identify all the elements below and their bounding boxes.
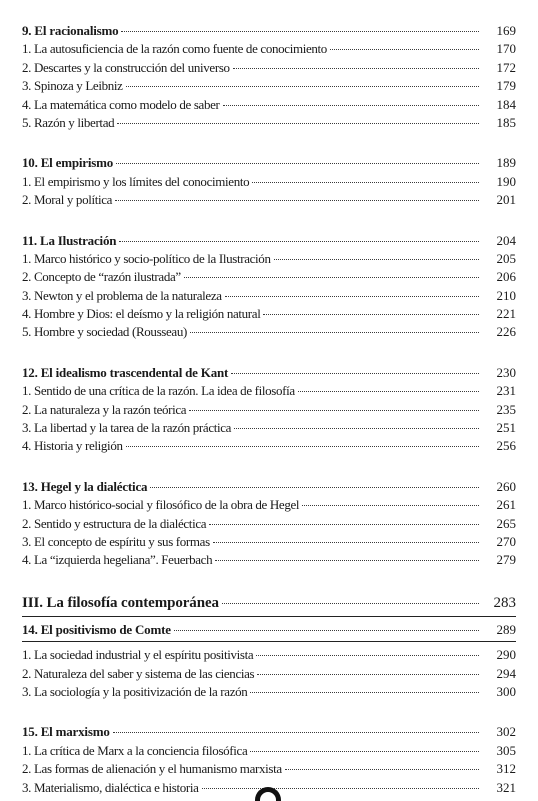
chapter-heading[interactable]	[22, 364, 516, 382]
page-number: 256	[496, 438, 516, 454]
toc-entry[interactable]	[22, 742, 516, 760]
chapter-heading[interactable]	[22, 154, 516, 172]
page-number: 185	[496, 114, 516, 130]
toc-entry[interactable]	[22, 305, 516, 323]
dot-leader	[233, 68, 479, 69]
page-number: 184	[496, 96, 516, 112]
dot-leader	[202, 788, 479, 789]
entry-title: 4. La matemática como modelo de saber	[22, 96, 220, 112]
page-number: 283	[493, 594, 516, 611]
chapter-title: 15. El marxismo	[22, 724, 110, 740]
page-number: 230	[496, 364, 516, 380]
chapter-heading[interactable]	[22, 232, 516, 250]
page-number: 172	[496, 59, 516, 75]
dot-leader	[115, 200, 479, 201]
spacer	[22, 132, 516, 154]
page-number: 201	[496, 192, 516, 208]
dot-leader	[257, 674, 479, 675]
toc-entry[interactable]	[22, 646, 516, 664]
page-number: 169	[496, 23, 516, 38]
toc-entry[interactable]	[22, 59, 516, 77]
page-number: 279	[496, 552, 516, 568]
dot-leader	[119, 241, 479, 242]
dot-leader	[117, 123, 479, 124]
entry-title: 5. Razón y libertad	[22, 114, 115, 130]
dot-leader	[174, 630, 479, 631]
page-number: 205	[496, 250, 516, 266]
toc-entry[interactable]	[22, 173, 516, 191]
toc-entry[interactable]	[22, 496, 516, 514]
page-number: 321	[496, 779, 516, 795]
page-number: 290	[496, 647, 516, 663]
page-number: 204	[496, 232, 516, 248]
entry-title: 1. Sentido de una crítica de la razón. La idea de filosofía	[22, 383, 295, 399]
page-number: 270	[496, 533, 516, 549]
dot-leader	[126, 446, 479, 447]
entry-title: 3. Newton y el problema de la naturaleza	[22, 287, 222, 303]
page-number: 289	[496, 621, 516, 637]
spacer	[22, 701, 516, 723]
dot-leader	[223, 105, 480, 106]
toc-entry[interactable]	[22, 191, 516, 209]
dot-leader	[116, 163, 479, 164]
chapter-title: 10. El empirismo	[22, 155, 114, 171]
entry-title: 4. Hombre y Dios: el deísmo y la religión natural	[22, 306, 261, 322]
dot-leader	[234, 428, 479, 429]
dot-leader	[184, 277, 479, 278]
chapter-heading[interactable]	[22, 478, 516, 496]
page-number: 260	[496, 478, 516, 494]
part-title: III. La filosofía contemporánea	[22, 594, 219, 611]
spacer	[22, 570, 516, 592]
dot-leader	[285, 769, 479, 770]
toc-entry[interactable]	[22, 551, 516, 569]
toc-entry[interactable]	[22, 419, 516, 437]
entry-title: 1. Marco histórico-social y filosófico de la obra de Hegel	[22, 497, 300, 513]
entry-title: 3. El concepto de espíritu y sus formas	[22, 533, 210, 549]
chapter-heading[interactable]	[22, 22, 516, 40]
page-number: 302	[496, 724, 516, 740]
spacer	[22, 210, 516, 232]
page-number: 235	[496, 401, 516, 417]
dot-leader	[302, 505, 479, 506]
toc-entry[interactable]	[22, 665, 516, 683]
spacer	[22, 456, 516, 478]
toc-entry[interactable]	[22, 382, 516, 400]
toc-entry[interactable]	[22, 77, 516, 95]
page-number: 294	[496, 665, 516, 681]
dot-leader	[231, 373, 479, 374]
chapter-title: 14. El positivismo de Comte	[22, 621, 171, 637]
toc-entry[interactable]	[22, 533, 516, 551]
page-number: 221	[496, 306, 516, 322]
dot-leader	[225, 296, 479, 297]
entry-title: 4. Historia y religión	[22, 438, 123, 454]
toc-entry[interactable]	[22, 287, 516, 305]
toc-entry[interactable]	[22, 114, 516, 132]
page-number: 251	[496, 420, 516, 436]
toc-entry[interactable]	[22, 323, 516, 341]
entry-title: 4. La “izquierda hegeliana”. Feuerbach	[22, 552, 213, 568]
dot-leader	[190, 332, 479, 333]
entry-title: 1. La crítica de Marx a la conciencia filosófica	[22, 742, 248, 758]
page-number: 170	[496, 41, 516, 57]
page-number: 265	[496, 515, 516, 531]
toc-entry[interactable]	[22, 515, 516, 533]
dot-leader	[215, 560, 479, 561]
chapter-title: 9. El racionalismo	[22, 23, 119, 38]
dot-leader	[126, 86, 479, 87]
chapter-title: 13. Hegel y la dialéctica	[22, 478, 148, 494]
entry-title: 3. La libertad y la tarea de la razón práctica	[22, 420, 232, 436]
dot-leader	[263, 314, 479, 315]
dot-leader	[256, 655, 479, 656]
page-number: 231	[496, 383, 516, 399]
toc-entry[interactable]	[22, 40, 516, 58]
entry-title: 3. La sociología y la positivización de la razón	[22, 683, 248, 699]
entry-title: 2. Moral y política	[22, 192, 113, 208]
entry-title: 2. Naturaleza del saber y sistema de las ciencias	[22, 665, 255, 681]
dot-leader	[298, 391, 479, 392]
page-number: 312	[496, 761, 516, 777]
toc-entry[interactable]	[22, 683, 516, 701]
page-number: 189	[496, 155, 516, 171]
page-number: 300	[496, 683, 516, 699]
page-number: 226	[496, 324, 516, 340]
chapter-title: 11. La Ilustración	[22, 232, 117, 248]
entry-title: 2. Descartes y la construcción del universo	[22, 59, 230, 75]
dot-leader	[252, 182, 479, 183]
chapter-heading[interactable]	[22, 723, 516, 741]
divider-rule	[22, 616, 516, 617]
entry-title: 3. Materialismo, dialéctica e historia	[22, 779, 199, 795]
page-number: 210	[496, 287, 516, 303]
dot-leader	[250, 692, 479, 693]
dot-leader	[213, 542, 479, 543]
dot-leader	[250, 751, 479, 752]
dot-leader	[113, 732, 479, 733]
entry-title: 1. La sociedad industrial y el espíritu positivista	[22, 647, 254, 663]
page-number: 261	[496, 497, 516, 513]
part-heading[interactable]	[22, 592, 516, 614]
entry-title: 2. Concepto de “razón ilustrada”	[22, 269, 181, 285]
dot-leader	[274, 259, 479, 260]
divider-rule	[22, 641, 516, 642]
entry-title: 2. Sentido y estructura de la dialéctica	[22, 515, 207, 531]
page-number: 206	[496, 269, 516, 285]
entry-title: 2. Las formas de alienación y el humanismo marxista	[22, 761, 282, 777]
entry-title: 2. La naturaleza y la razón teórica	[22, 401, 187, 417]
dot-leader	[222, 603, 479, 604]
page-number: 190	[496, 173, 516, 189]
toc-entry[interactable]	[22, 760, 516, 778]
dot-leader	[330, 49, 479, 50]
page-number: 179	[496, 78, 516, 94]
dot-leader	[189, 410, 479, 411]
toc-entry[interactable]	[22, 401, 516, 419]
dot-leader	[209, 524, 479, 525]
entry-title: 1. Marco histórico y socio-político de la Ilustración	[22, 250, 271, 266]
dot-leader	[150, 487, 479, 488]
entry-title: 5. Hombre y sociedad (Rousseau)	[22, 324, 187, 340]
chapter-title: 12. El idealismo trascendental de Kant	[22, 364, 229, 380]
entry-title: 3. Spinoza y Leibniz	[22, 78, 123, 94]
chapter-heading[interactable]	[22, 621, 516, 639]
dot-leader	[121, 31, 479, 32]
toc-entry[interactable]	[22, 437, 516, 455]
toc-entry[interactable]	[22, 250, 516, 268]
spacer	[22, 342, 516, 364]
entry-title: 1. La autosuficiencia de la razón como fuente de conocimiento	[22, 41, 327, 57]
toc-entry[interactable]	[22, 96, 516, 114]
entry-title: 1. El empirismo y los límites del conocimiento	[22, 173, 250, 189]
toc-entry[interactable]	[22, 268, 516, 286]
page-number: 305	[496, 742, 516, 758]
